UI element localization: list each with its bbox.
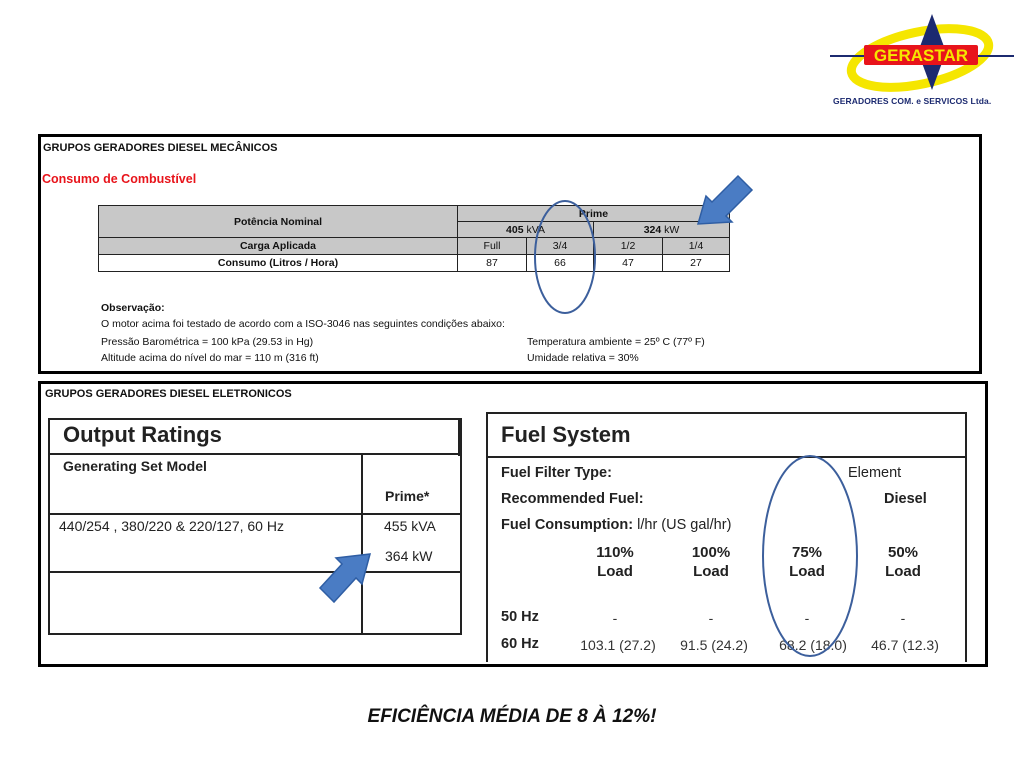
load-word: Load: [789, 563, 825, 580]
highlight-circle: [763, 456, 857, 656]
row-value: -: [708, 610, 714, 626]
highlight-circle: [535, 201, 595, 313]
model-value: 440/254 , 380/220 & 220/127, 60 Hz: [59, 518, 284, 534]
fuel-consumption-heading: Consumo de Combustível: [42, 172, 197, 186]
pointer-arrow: [698, 176, 752, 224]
mechanical-section-heading: GRUPOS GERADORES DIESEL MECÂNICOS: [43, 142, 278, 154]
kva-value: 455 kVA: [384, 518, 436, 534]
load-word: Load: [885, 563, 921, 580]
load-cell: 3/4: [527, 238, 594, 255]
model-label: Generating Set Model: [63, 458, 207, 474]
row-label: 50 Hz: [501, 609, 539, 625]
consumption-unit: l/hr (US gal/hr): [637, 517, 732, 533]
row-value: -: [900, 610, 906, 626]
prime-label: Prime: [458, 206, 730, 222]
consumption-cell: 66: [527, 255, 594, 272]
row-value: 103.1 (27.2): [580, 637, 656, 653]
row-value: 91.5 (24.2): [680, 637, 748, 653]
row-value: 68.2 (18.0): [779, 637, 847, 653]
notes-humidity: Umidade relativa = 30%: [527, 352, 639, 364]
consumption-cell: 47: [594, 255, 663, 272]
load-pct: 50%: [887, 544, 919, 561]
prime-header: Prime*: [385, 488, 430, 504]
filter-value: Element: [848, 465, 902, 481]
consumption-label: Consumo (Litros / Hora): [99, 255, 458, 272]
consumption-label: Fuel Consumption:: [501, 517, 634, 533]
electronic-section-heading: GRUPOS GERADORES DIESEL ELETRONICOS: [45, 388, 292, 400]
fuel-label: Recommended Fuel:: [501, 491, 644, 507]
row-value: -: [612, 610, 618, 626]
load-word: Load: [597, 563, 633, 580]
load-pct: 75%: [791, 544, 823, 561]
load-label: Carga Aplicada: [99, 238, 458, 255]
kw-value: 364 kW: [385, 548, 433, 564]
output-ratings-title: Output Ratings: [63, 422, 222, 447]
load-cell: 1/4: [663, 238, 730, 255]
kva-value: 405: [506, 223, 524, 236]
logo-subtitle: GERADORES COM. e SERVICOS Ltda.: [833, 96, 992, 106]
load-word: Load: [693, 563, 729, 580]
fuel-value: Diesel: [884, 491, 927, 507]
kva-unit: kVA: [526, 223, 545, 236]
filter-label: Fuel Filter Type:: [501, 465, 612, 481]
power-label: Potência Nominal: [99, 206, 458, 238]
notes-temperature: Temperatura ambiente = 25º C (77º F): [527, 336, 705, 348]
row-value: 46.7 (12.3): [871, 637, 939, 653]
notes-line: O motor acima foi testado de acordo com a ISO-3046 nas seguintes condições abaixo:: [101, 318, 505, 330]
load-cell: Full: [458, 238, 527, 255]
row-label: 60 Hz: [501, 636, 539, 652]
row-value: -: [804, 610, 810, 626]
consumption-cell: 27: [663, 255, 730, 272]
notes-pressure: Pressão Barométrica = 100 kPa (29.53 in Hg): [101, 336, 314, 348]
footer-text: EFICIÊNCIA MÉDIA DE 8 À 12%!: [367, 706, 657, 727]
pointer-arrow: [320, 554, 370, 602]
fuel-system-title: Fuel System: [501, 422, 631, 447]
load-pct: 100%: [691, 544, 731, 561]
kw-unit: kW: [664, 223, 680, 236]
load-cell: 1/2: [594, 238, 663, 255]
notes-altitude: Altitude acima do nível do mar = 110 m (316 ft): [101, 352, 319, 364]
notes-title: Observação:: [101, 302, 165, 314]
svg-text:GERASTAR: GERASTAR: [873, 46, 969, 65]
kw-value: 324: [643, 223, 662, 236]
load-pct: 110%: [596, 544, 634, 561]
consumption-cell: 87: [458, 255, 527, 272]
